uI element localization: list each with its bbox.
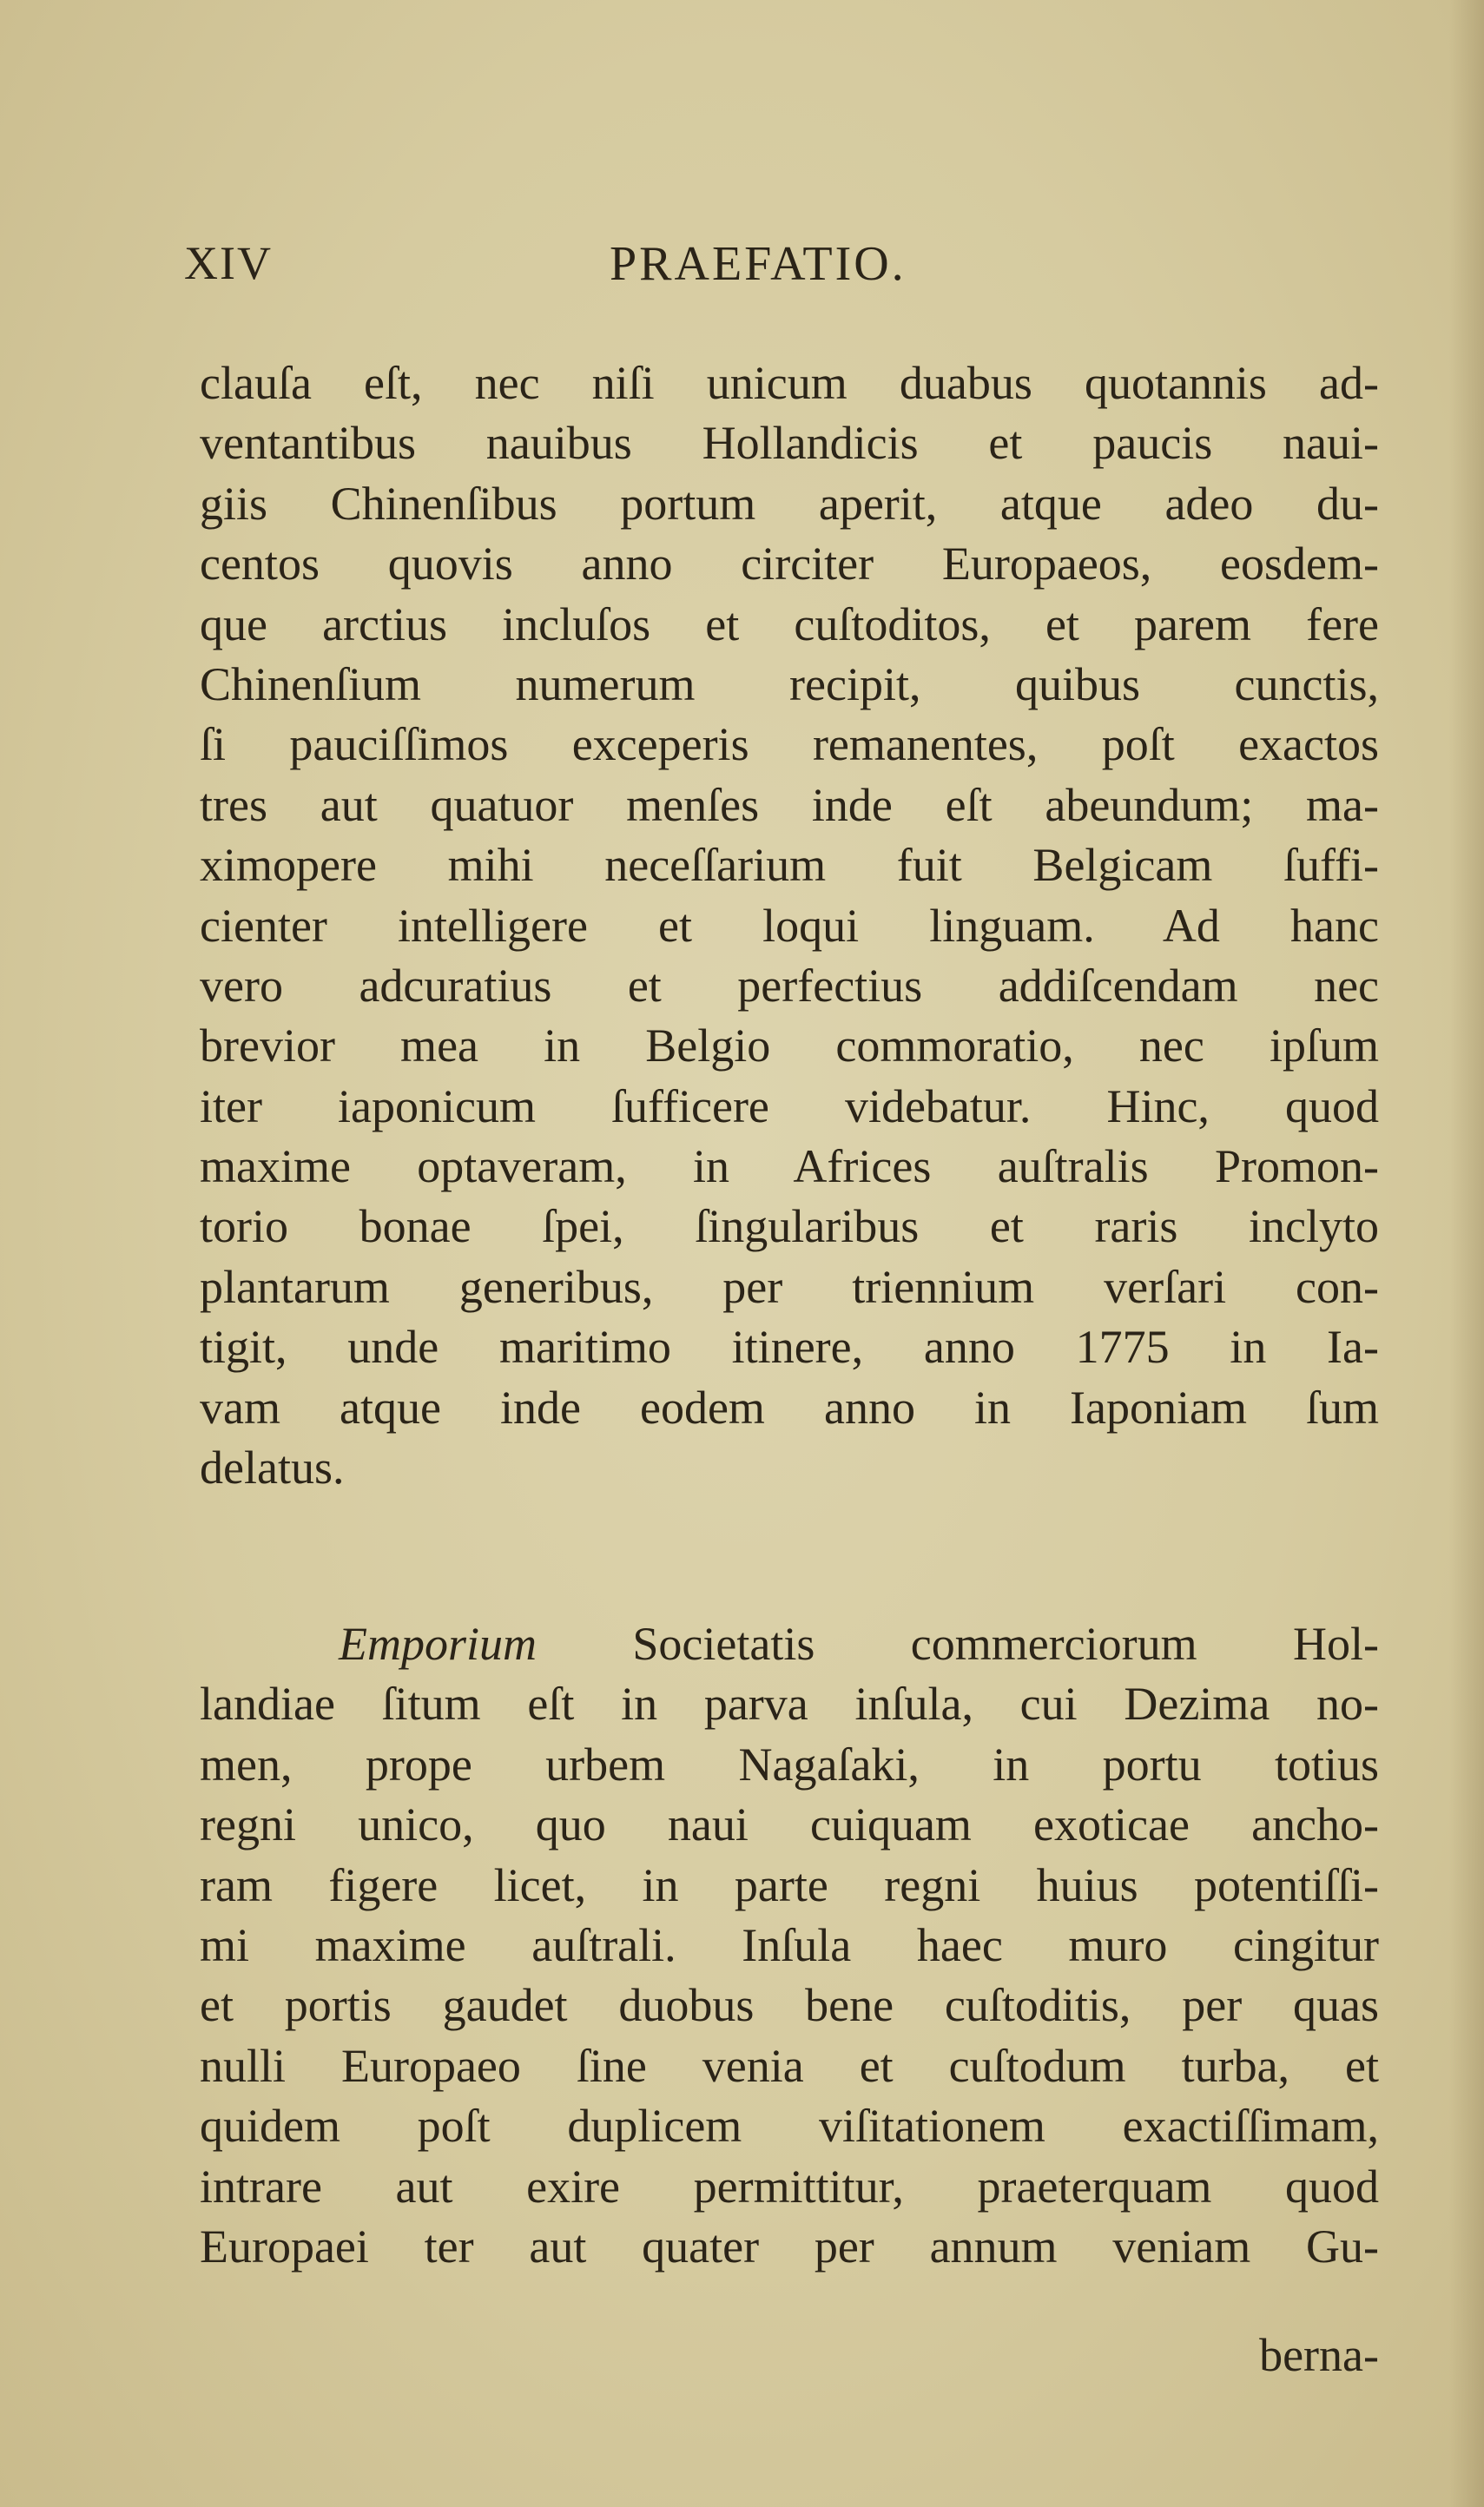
text-line: nulli Europaeo ſine venia et cuſtodum turba, et: [200, 2039, 1379, 2092]
text-line: vam atque inde eodem anno in Iaponiam ſum: [200, 1381, 1379, 1434]
text-line: plantarum generibus, per triennium verſari con-: [200, 1260, 1379, 1313]
catchword: berna-: [1259, 2329, 1379, 2381]
text-line: giis Chinenſibus portum aperit, atque adeo du-: [200, 477, 1379, 530]
paragraph-2: [200, 1614, 1379, 2277]
text-line: ſi pauciſſimos exceperis remanentes, poſt exactos: [200, 718, 1379, 771]
text-line: delatus.: [200, 1442, 345, 1494]
text-line: landiae ſitum eſt in parva inſula, cui Dezima no-: [200, 1678, 1379, 1731]
text-line: intrare aut exire permittitur, praeterquam quod: [200, 2160, 1379, 2213]
text-line: Chinenſium numerum recipit, quibus cunctis,: [200, 657, 1379, 710]
running-title: PRAEFATIO.: [610, 237, 907, 291]
text-line: maxime optaveram, in Africes auſtralis Promon-: [200, 1140, 1379, 1193]
page-number: XIV: [184, 237, 273, 289]
page-edge-shadow: [1449, 0, 1484, 2507]
text-line: mi maxime auſtrali. Inſula haec muro cingitur: [200, 1918, 1379, 1971]
text-line: tres aut quatuor menſes inde eſt abeundum; ma-: [200, 778, 1379, 831]
text-line: cienter intelligere et loqui linguam. Ad hanc: [200, 899, 1379, 952]
text-line: vero adcuratius et perfectius addiſcendam nec: [200, 959, 1379, 1012]
text-line: [200, 1614, 1379, 1674]
text-line: tigit, unde maritimo itinere, anno 1775 in Ia-: [200, 1321, 1379, 1374]
running-head: [184, 236, 1379, 306]
text-line: que arctius incluſos et cuſtoditos, et parem fere: [200, 597, 1379, 650]
paragraph-1: [200, 353, 1379, 1498]
text-line: Europaei ter aut quater per annum veniam Gu-: [200, 2220, 1379, 2273]
text-line: quidem poſt duplicem viſitationem exactiſſimam,: [200, 2100, 1379, 2153]
text-line: men, prope urbem Nagaſaki, in portu totius: [200, 1738, 1379, 1791]
text-line: torio bonae ſpei, ſingularibus et raris inclyto: [200, 1200, 1379, 1253]
text-line: iter iaponicum ſufficere videbatur. Hinc, quod: [200, 1079, 1379, 1132]
text-line: centos quovis anno circiter Europaeos, eosdem-: [200, 538, 1379, 590]
line-text: Societatis commerciorum Hol-: [632, 1618, 1379, 1670]
text-line: et portis gaudet duobus bene cuſtoditis, per quas: [200, 1979, 1379, 2032]
text-line: ventantibus nauibus Hollandicis et paucis naui-: [200, 417, 1379, 470]
text-line: brevior mea in Belgio commoratio, nec ipſum: [200, 1019, 1379, 1072]
text-line: ram figere licet, in parte regni huius potentiſſi-: [200, 1858, 1379, 1911]
text-line: regni unico, quo naui cuiquam exoticae ancho-: [200, 1798, 1379, 1851]
text-line: clauſa eſt, nec niſi unicum duabus quotannis ad-: [200, 357, 1379, 409]
text-line: ximopere mihi neceſſarium fuit Belgicam ſuffi-: [200, 839, 1379, 892]
italic-first-word: Emporium: [339, 1618, 537, 1670]
catchword-block: [200, 2326, 1379, 2385]
